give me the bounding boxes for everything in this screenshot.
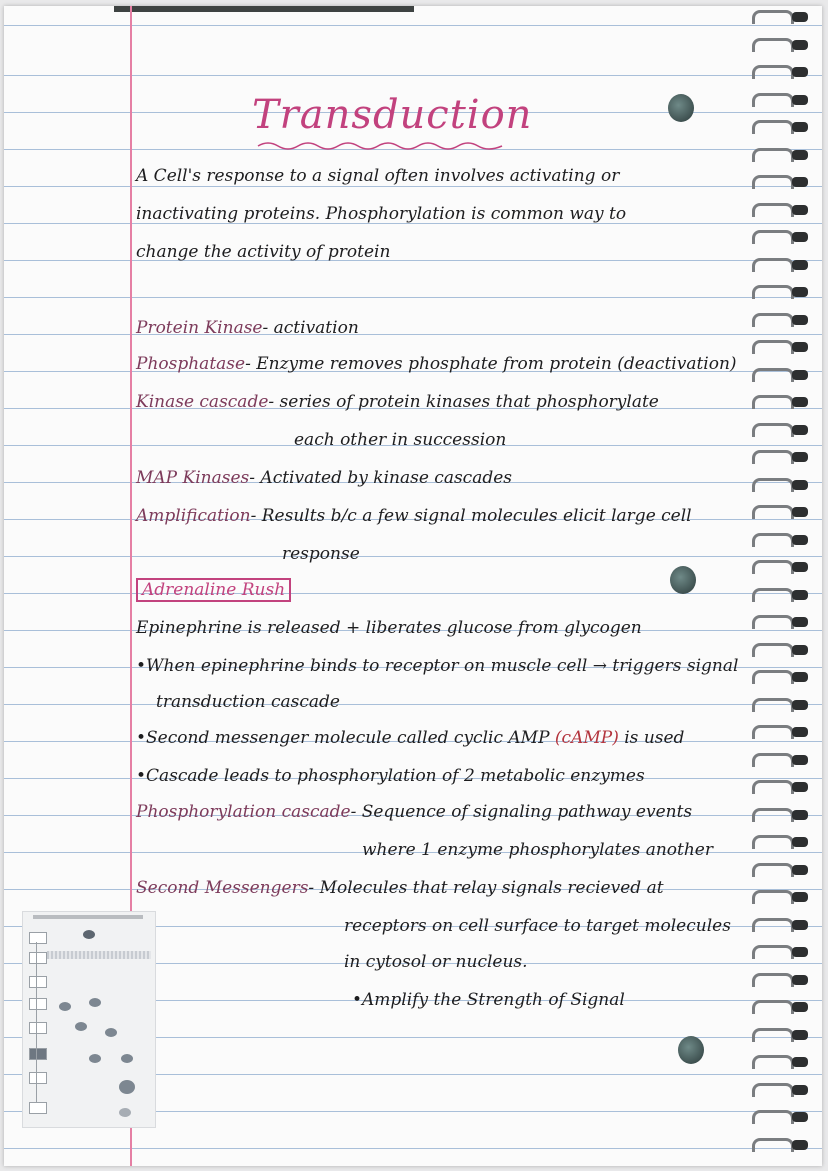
- definition-text: - Results b/c a few signal molecules elicit large cell: [250, 506, 692, 526]
- definition-second-messengers: [136, 878, 664, 898]
- cell-membrane: [47, 951, 151, 959]
- signaling-pathway-diagram: [22, 911, 156, 1128]
- title-underline: [256, 140, 506, 150]
- glucose-node: [119, 1108, 131, 1117]
- spiral-coil: [752, 1138, 814, 1151]
- intro-line-1: A Cell's response to a signal often involves activating or: [136, 166, 620, 186]
- definition-continuation: receptors on cell surface to target molecules: [344, 916, 731, 936]
- spiral-coil: [752, 725, 814, 738]
- bullet-text: is used: [624, 728, 685, 748]
- spiral-coil: [752, 175, 814, 188]
- spiral-coil: [752, 560, 814, 573]
- definition-term: MAP Kinases: [136, 468, 250, 488]
- spiral-coil: [752, 450, 814, 463]
- diagram-step: [29, 1102, 47, 1114]
- diagram-step: [29, 1048, 47, 1060]
- spiral-coil: [752, 93, 814, 106]
- spiral-coil: [752, 808, 814, 821]
- notebook-page: [4, 6, 822, 1166]
- diagram-connector: [36, 942, 37, 1102]
- definition-term: Amplification: [136, 506, 251, 526]
- diagram-step: [29, 1022, 47, 1034]
- diagram-step: [29, 976, 47, 988]
- spiral-coil: [752, 588, 814, 601]
- definition-continuation: where 1 enzyme phosphorylates another: [362, 840, 713, 860]
- section-heading-adrenaline: [136, 580, 291, 600]
- spiral-coil: [752, 1028, 814, 1041]
- definition-map-kinases: [136, 468, 512, 488]
- spiral-coil: [752, 1055, 814, 1068]
- spiral-coil: [752, 945, 814, 958]
- spiral-coil: [752, 340, 814, 353]
- intro-line-3: change the activity of protein: [136, 242, 391, 262]
- definition-continuation: each other in succession: [294, 430, 507, 450]
- definition-protein-kinase: [136, 318, 359, 338]
- amplify-note: •Amplify the Strength of Signal: [352, 990, 625, 1010]
- spiral-coil: [752, 698, 814, 711]
- spiral-coil: [752, 38, 814, 51]
- spiral-coil: [752, 10, 814, 23]
- spiral-coil: [752, 973, 814, 986]
- definition-term: Kinase cascade: [136, 392, 269, 412]
- receptor-node: [83, 930, 95, 939]
- spiral-coil: [752, 148, 814, 161]
- spiral-coil: [752, 835, 814, 848]
- spiral-coil: [752, 313, 814, 326]
- spiral-coil: [752, 258, 814, 271]
- definition-text: - Sequence of signaling pathway events: [350, 802, 693, 822]
- enzyme-node: [105, 1028, 117, 1037]
- spiral-coil: [752, 423, 814, 436]
- spiral-coil: [752, 753, 814, 766]
- definition-term: Phosphatase: [136, 354, 246, 374]
- diagram-step: [29, 1072, 47, 1084]
- definition-phosphatase: [136, 354, 737, 374]
- diagram-step: [29, 952, 47, 964]
- definition-term: Second Messengers: [136, 878, 309, 898]
- spiral-coil: [752, 1000, 814, 1013]
- binder-hole: [670, 566, 696, 594]
- camp-abbreviation: (cAMP): [554, 728, 619, 748]
- spiral-coil: [752, 203, 814, 216]
- page-title: Transduction: [252, 92, 533, 138]
- spiral-coil: [752, 478, 814, 491]
- spiral-coil: [752, 863, 814, 876]
- definition-term: Protein Kinase: [136, 318, 263, 338]
- enzyme-node: [89, 998, 101, 1007]
- adrenaline-bullet-continuation: transduction cascade: [156, 692, 340, 712]
- spiral-coil: [752, 670, 814, 683]
- spiral-coil: [752, 780, 814, 793]
- definition-text: - series of protein kinases that phosphorylate: [268, 392, 659, 412]
- definition-text: - Enzyme removes phosphate from protein (deactivation): [245, 354, 737, 374]
- definition-phosphorylation-cascade: [136, 802, 692, 822]
- enzyme-node: [75, 1022, 87, 1031]
- spiral-binding: [744, 6, 822, 1166]
- spiral-coil: [752, 65, 814, 78]
- adrenaline-line: Epinephrine is released + liberates glucose from glycogen: [136, 618, 642, 638]
- enzyme-node: [59, 1002, 71, 1011]
- spiral-coil: [752, 368, 814, 381]
- spiral-coil: [752, 615, 814, 628]
- adrenaline-bullet: •When epinephrine binds to receptor on muscle cell → triggers signal: [136, 656, 739, 676]
- definition-text: - Molecules that relay signals recieved at: [308, 878, 664, 898]
- bullet-text: •Second messenger molecule called cyclic AMP: [136, 728, 550, 748]
- definition-text: - Activated by kinase cascades: [249, 468, 513, 488]
- definition-kinase-cascade: [136, 392, 659, 412]
- spiral-coil: [752, 1083, 814, 1096]
- definition-text: - activation: [262, 318, 359, 338]
- diagram-step: [29, 998, 47, 1010]
- page-top-edge: [114, 6, 414, 12]
- adrenaline-bullet: [136, 728, 684, 748]
- binder-hole: [678, 1036, 704, 1064]
- definition-amplification: [136, 506, 692, 526]
- heading-box: Adrenaline Rush: [136, 578, 291, 602]
- diagram-caption-block: [33, 915, 143, 919]
- spiral-coil: [752, 1110, 814, 1123]
- intro-line-2: inactivating proteins. Phosphorylation is common way to: [136, 204, 627, 224]
- spiral-coil: [752, 120, 814, 133]
- spiral-coil: [752, 643, 814, 656]
- enzyme-node: [121, 1054, 133, 1063]
- enzyme-node: [89, 1054, 101, 1063]
- binder-hole: [668, 94, 694, 122]
- spiral-coil: [752, 285, 814, 298]
- spiral-coil: [752, 918, 814, 931]
- spiral-coil: [752, 230, 814, 243]
- spiral-coil: [752, 890, 814, 903]
- definition-term: Phosphorylation cascade: [136, 802, 351, 822]
- adrenaline-bullet: •Cascade leads to phosphorylation of 2 metabolic enzymes: [136, 766, 645, 786]
- definition-continuation: response: [282, 544, 360, 564]
- diagram-step: [29, 932, 47, 944]
- glycogen-node: [119, 1080, 135, 1094]
- spiral-coil: [752, 533, 814, 546]
- definition-continuation: in cytosol or nucleus.: [344, 952, 528, 972]
- spiral-coil: [752, 395, 814, 408]
- spiral-coil: [752, 505, 814, 518]
